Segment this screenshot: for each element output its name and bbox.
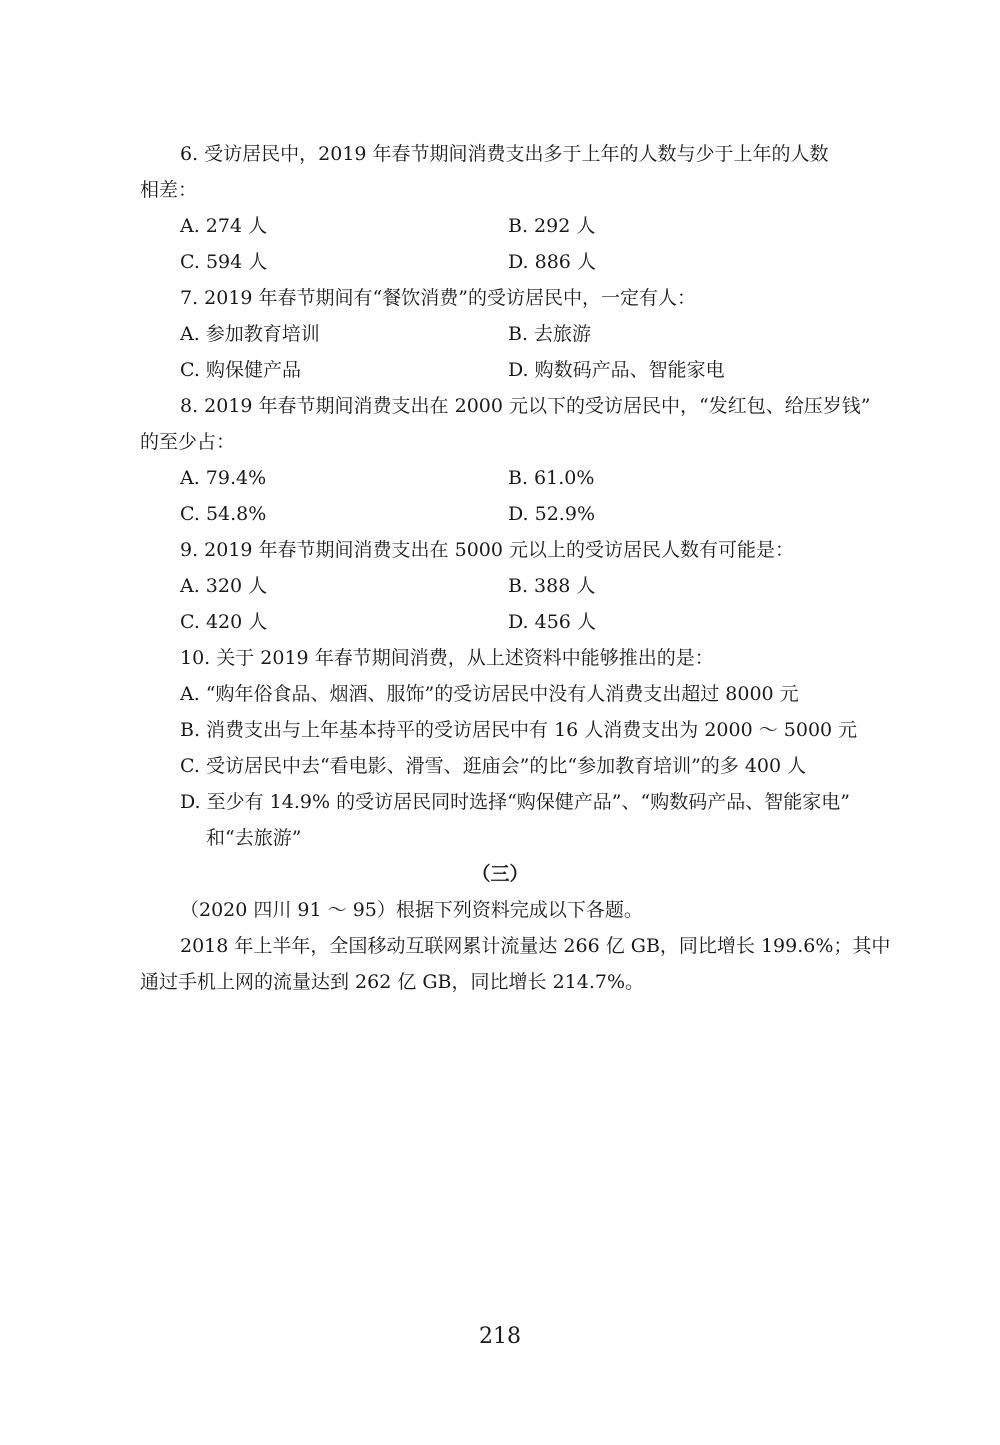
q8-option-c: C. 54.8%: [180, 503, 267, 525]
q7-option-c: C. 购保健产品: [180, 359, 301, 381]
q7-option-d: D. 购数码产品、智能家电: [508, 359, 725, 381]
q6-stem-line2: 相差：: [140, 179, 198, 201]
section-heading: （三）: [471, 863, 529, 885]
q6-option-c: C. 594 人: [180, 251, 268, 273]
q7-stem: 7. 2019 年春节期间有“餐饮消费”的受访居民中，一定有人：: [180, 287, 696, 309]
q10-option-d-line2: 和“去旅游”: [206, 827, 302, 849]
q8-option-b: B. 61.0%: [508, 467, 595, 489]
q8-option-d: D. 52.9%: [508, 503, 595, 525]
q10-option-b: B. 消费支出与上年基本持平的受访居民中有 16 人消费支出为 2000 ～ 5000 元: [180, 719, 858, 741]
q7-option-b: B. 去旅游: [508, 323, 592, 345]
q9-option-c: C. 420 人: [180, 611, 268, 633]
q9-stem: 9. 2019 年春节期间消费支出在 5000 元以上的受访居民人数有可能是：: [180, 539, 794, 561]
q8-stem-line1: 8. 2019 年春节期间消费支出在 2000 元以下的受访居民中，“发红包、给压岁钱”: [180, 395, 871, 417]
q6-option-b: B. 292 人: [508, 215, 596, 237]
q8-stem-line2: 的至少占：: [140, 431, 236, 453]
q6-option-a: A. 274 人: [180, 215, 268, 237]
q10-stem: 10. 关于 2019 年春节期间消费，从上述资料中能够推出的是：: [180, 647, 714, 669]
q10-option-c: C. 受访居民中去“看电影、滑雪、逛庙会”的比“参加教育培训”的多 400 人: [180, 755, 807, 777]
q6-option-d: D. 886 人: [508, 251, 596, 273]
q9-option-a: A. 320 人: [180, 575, 268, 597]
q10-option-a: A. “购年俗食品、烟酒、服饰”的受访居民中没有人消费支出超过 8000 元: [180, 683, 799, 705]
q6-stem-line1: 6. 受访居民中，2019 年春节期间消费支出多于上年的人数与少于上年的人数: [180, 143, 829, 165]
q9-option-b: B. 388 人: [508, 575, 596, 597]
q10-option-d-line1: D. 至少有 14.9% 的受访居民同时选择“购保健产品”、“购数码产品、智能家电”: [180, 791, 850, 813]
page-number: 218: [479, 1324, 521, 1349]
q7-option-a: A. 参加教育培训: [180, 323, 320, 345]
q8-option-a: A. 79.4%: [180, 467, 267, 489]
section-paragraph-line2: 通过手机上网的流量达到 262 亿 GB，同比增长 214.7%。: [140, 971, 645, 993]
section-source: （2020 四川 91 ～ 95）根据下列资料完成以下各题。: [180, 899, 643, 921]
section-paragraph-line1: 2018 年上半年，全国移动互联网累计流量达 266 亿 GB，同比增长 199.6%；其中: [180, 935, 891, 957]
q9-option-d: D. 456 人: [508, 611, 596, 633]
